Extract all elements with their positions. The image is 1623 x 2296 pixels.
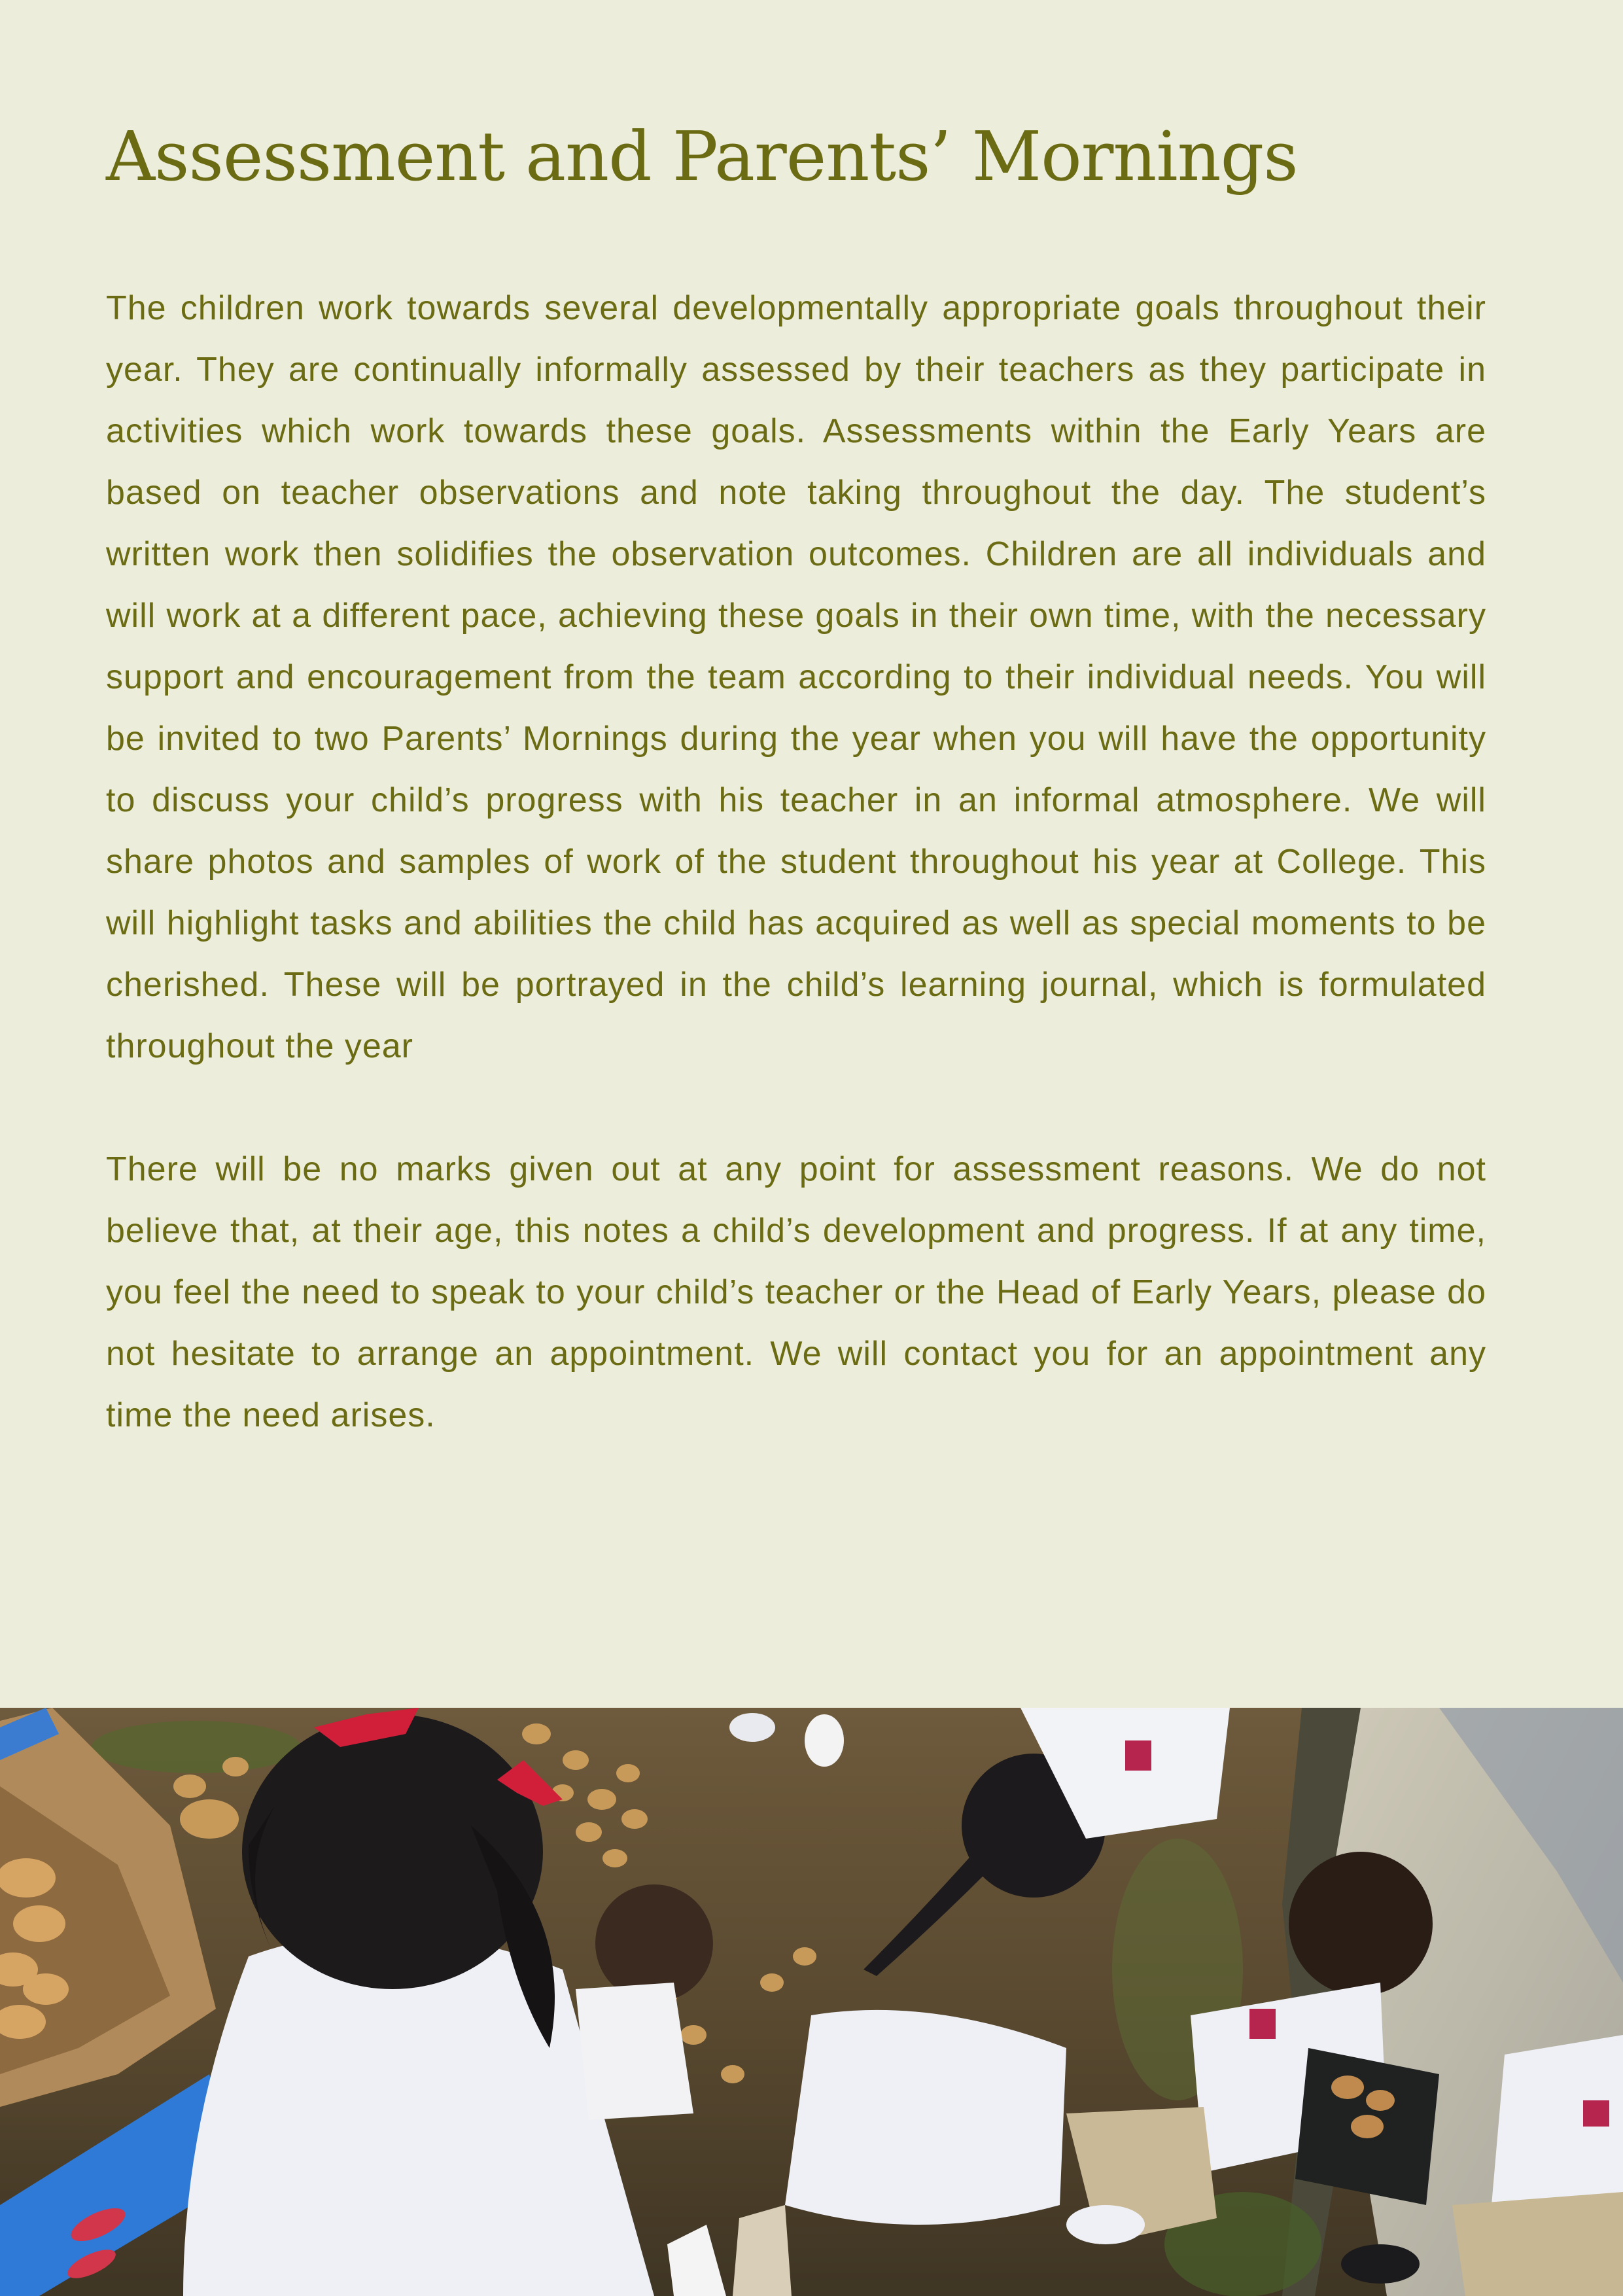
- body-text: [106, 277, 1486, 1508]
- paragraph-marks: There will be no marks given out at any point for assessment reasons. We do not believe that, at their age, this notes a child’s development and progress. If at any time, you feel the need to speak to your child’s teacher or the Head of Early Years, please do not hesitate to arrange an appointment. We will contact you for an appointment any time the need arises.: [106, 1150, 1486, 1434]
- children-garden-photo: [0, 1708, 1623, 2296]
- photo-illustration: [0, 1708, 1623, 2296]
- page-title: Assessment and Parents’ Mornings: [106, 116, 1298, 196]
- paragraph-assessment: The children work towards several developmentally appropriate goals throughout their year. They are continually informally assessed by their teachers as they participate in activities which work towards these goals. Assessments within the Early Years are based on teacher observations and note taking throughout the day. The student’s written work then solidifies the observation outcomes. Children are all individuals and will work at a different pace, achieving these goals in their own time, with the necessary support and encouragement from the team according to their individual needs. You will be invited to two Parents’ Mornings during the year when you will have the opportunity to discuss your child’s progress with his teacher in an informal atmosphere. We will share photos and samples of work of the student throughout his year at College. This will highlight tasks and abilities the child has acquired as well as special moments to be cherished. These will be portrayed in the child’s learning journal, which is formulated throughout the year: [106, 289, 1486, 1065]
